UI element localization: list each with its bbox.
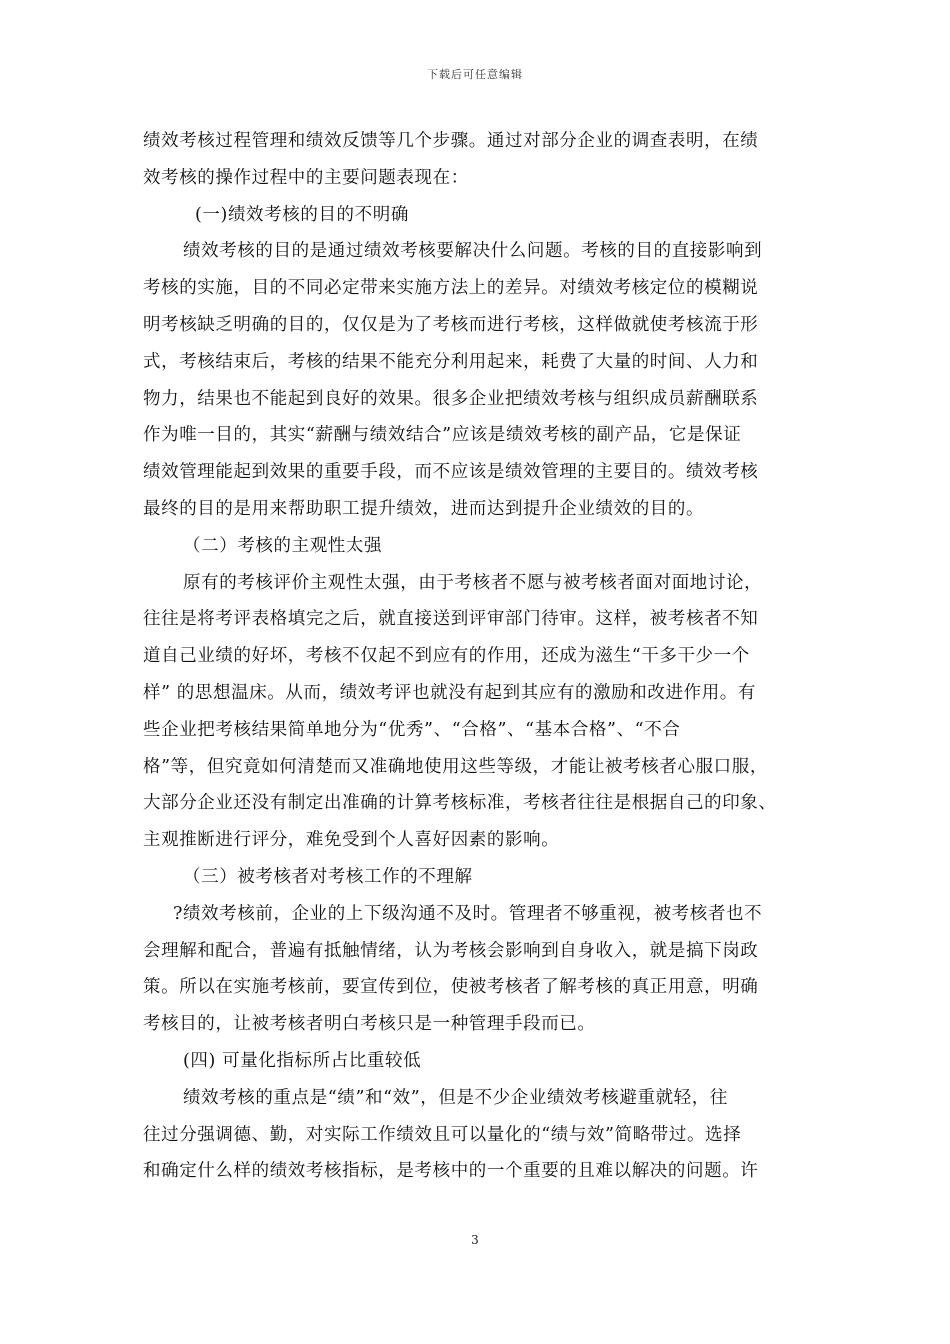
document-body — [143, 123, 808, 1190]
text-line: （二）考核的主观性太强 — [183, 535, 383, 556]
text-line: 原有的考核评价主观性太强，由于考核者不愿与被考核者面对面地讨论， — [183, 572, 763, 593]
text-line: 作为唯一目的，其实“薪酬与绩效结合”应该是绩效考核的副产品，它是保证 — [143, 425, 742, 446]
text-line: 些企业把考核结果简单地分为“优秀”、“合格”、“基本合格”、“不合 — [143, 719, 681, 740]
page-header: 下载后可任意编辑 — [427, 68, 523, 81]
text-line: 明考核缺乏明确的目的，仅仅是为了考核而进行考核，这样做就使考核流于形 — [143, 314, 759, 335]
text-line: 物力，结果也不能起到良好的效果。很多企业把绩效考核与组织成员薪酬联系 — [143, 388, 759, 409]
text-line: 绩效考核过程管理和绩效反馈等几个步骤。通过对部分企业的调查表明，在绩 — [143, 131, 759, 151]
text-line: 主观推断进行评分，难免受到个人喜好因素的影响。 — [143, 830, 560, 851]
text-line: 绩效考核的重点是“绩”和“效”，但是不少企业绩效考核避重就轻，往 — [183, 1087, 728, 1108]
text-line: 格”等，但究竟如何清楚而又准确地使用这些等级，才能让被考核者心服口服， — [143, 756, 768, 777]
text-line: 道自己业绩的好坏，考核不仅起不到应有的作用，还成为滋生“干多干少一个 — [143, 646, 750, 667]
text-line: 考核目的，让被考核者明白考核只是一种管理手段而已。 — [143, 1014, 596, 1035]
text-line: ?绩效考核前，企业的上下级沟通不及时。管理者不够重视，被考核者也不 — [173, 903, 763, 924]
text-line: 样” 的思想温床。从而，绩效考评也就没有起到其应有的激励和改进作用。有 — [143, 682, 757, 703]
text-line: 往往是将考评表格填完之后，就直接送到评审部门待审。这样，被考核者不知 — [143, 609, 759, 630]
text-line: 考核的实施，目的不同必定带来实施方法上的差异。对绩效考核定位的模糊说 — [143, 278, 759, 299]
text-line: 绩效考核的目的是通过绩效考核要解决什么问题。考核的目的直接影响到 — [183, 241, 763, 262]
text-line: 和确定什么样的绩效考核指标，是考核中的一个重要的且难以解决的问题。许 — [143, 1161, 759, 1182]
text-line: 会理解和配合，普遍有抵触情绪，认为考核会影响到自身收入，就是搞下岗政 — [143, 940, 759, 961]
page-number: 3 — [471, 1233, 479, 1247]
text-line: 策。所以在实施考核前，要宣传到位，使被考核者了解考核的真正用意，明确 — [143, 977, 759, 998]
text-line: 大部分企业还没有制定出准确的计算考核标准，考核者往往是根据自己的印象、 — [143, 793, 777, 814]
text-line: 式，考核结束后，考核的结果不能充分利用起来，耗费了大量的时间、人力和 — [143, 351, 759, 372]
text-line: (一)绩效考核的目的不明确 — [195, 204, 409, 225]
text-line: 效考核的操作过程中的主要问题表现在： — [143, 167, 469, 188]
text-line: （三）被考核者对考核工作的不理解 — [183, 866, 473, 887]
text-line: 最终的目的是用来帮助职工提升绩效，进而达到提升企业绩效的目的。 — [143, 498, 705, 519]
text-line: 绩效管理能起到效果的重要手段，而不应该是绩效管理的主要目的。绩效考核 — [143, 462, 759, 483]
text-line: 往过分强调德、勤，对实际工作绩效且可以量化的“绩与效”简略带过。选择 — [143, 1124, 742, 1145]
text-line: (四) 可量化指标所占比重较低 — [183, 1050, 422, 1071]
